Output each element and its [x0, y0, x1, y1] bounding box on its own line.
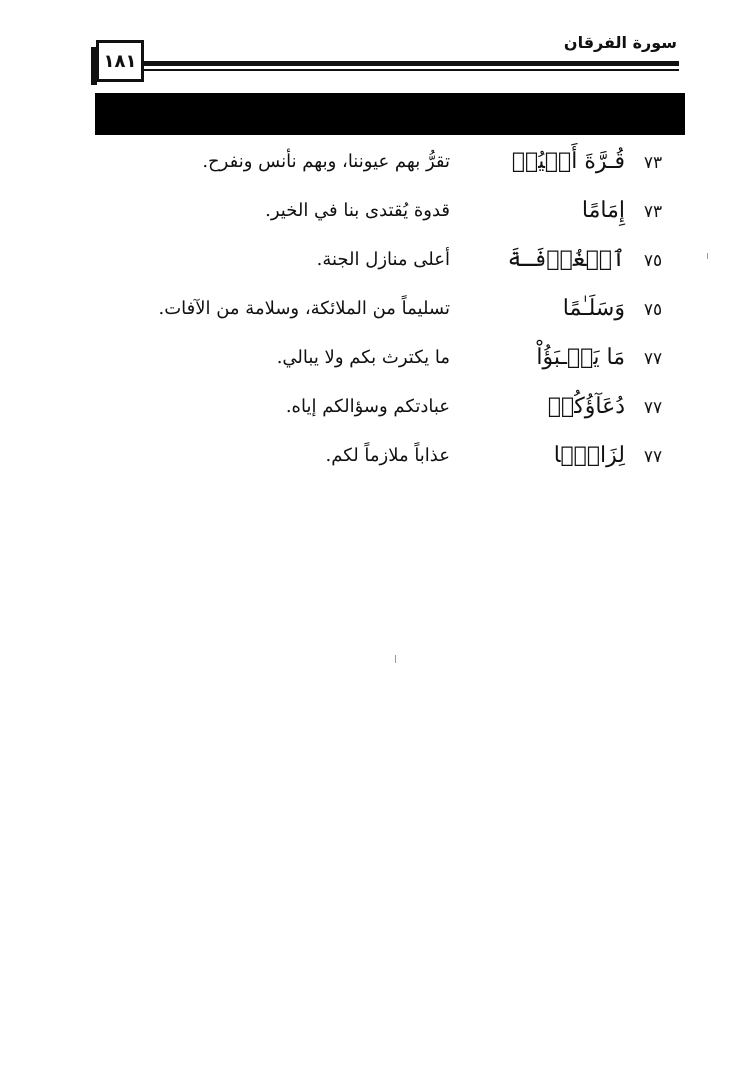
header-rule: [144, 61, 679, 66]
quran-word: مَا يَعۡـبَؤُاْ: [536, 345, 625, 370]
quran-word: وَسَلَـٰمًا: [562, 296, 625, 321]
quran-word: ٱلۡغُرۡفَـةَ: [507, 247, 625, 272]
verse-number: ٧٣: [643, 202, 663, 222]
word-meaning: قدوة يُقتدى بنا في الخير.: [265, 200, 450, 221]
word-meaning: تسليماً من الملائكة، وسلامة من الآفات.: [158, 298, 450, 319]
list-item: [100, 292, 680, 341]
scan-speck: [707, 253, 708, 259]
list-item: [100, 341, 680, 390]
quran-word: لِزَامَۢا: [553, 443, 625, 468]
header-rule-thin: [144, 69, 679, 71]
verse-number: ٧٧: [643, 447, 663, 467]
list-item: [100, 243, 680, 292]
surah-title: سورة الفرقان: [563, 33, 677, 52]
verse-number: ٧٣: [643, 153, 663, 173]
vocabulary-list: [100, 145, 680, 488]
word-meaning: عبادتكم وسؤالكم إياه.: [285, 396, 450, 417]
page-number: ١٨١: [96, 40, 144, 82]
quran-word: إِمَامًا: [581, 198, 625, 223]
word-meaning: عذاباً ملازماً لكم.: [325, 445, 450, 466]
list-item: [100, 390, 680, 439]
word-meaning: ما يكترث بكم ولا يبالي.: [276, 347, 450, 368]
list-item: [100, 145, 680, 194]
list-item: [100, 439, 680, 488]
scan-speck: [395, 655, 396, 663]
quran-word: دُعَآؤُكُمۡ: [547, 394, 625, 419]
verse-number: ٧٧: [643, 398, 663, 418]
verse-number: ٧٥: [643, 300, 663, 320]
list-item: [100, 194, 680, 243]
verse-number: ٧٥: [643, 251, 663, 271]
word-meaning: أعلى منازل الجنة.: [316, 249, 450, 270]
black-band: [95, 93, 685, 135]
quran-word: قُـرَّةَ أَعۡيُنٖ: [511, 149, 625, 174]
word-meaning: تقرُّ بهم عيوننا، وبهم نأنس ونفرح.: [202, 151, 450, 172]
verse-number: ٧٧: [643, 349, 663, 369]
